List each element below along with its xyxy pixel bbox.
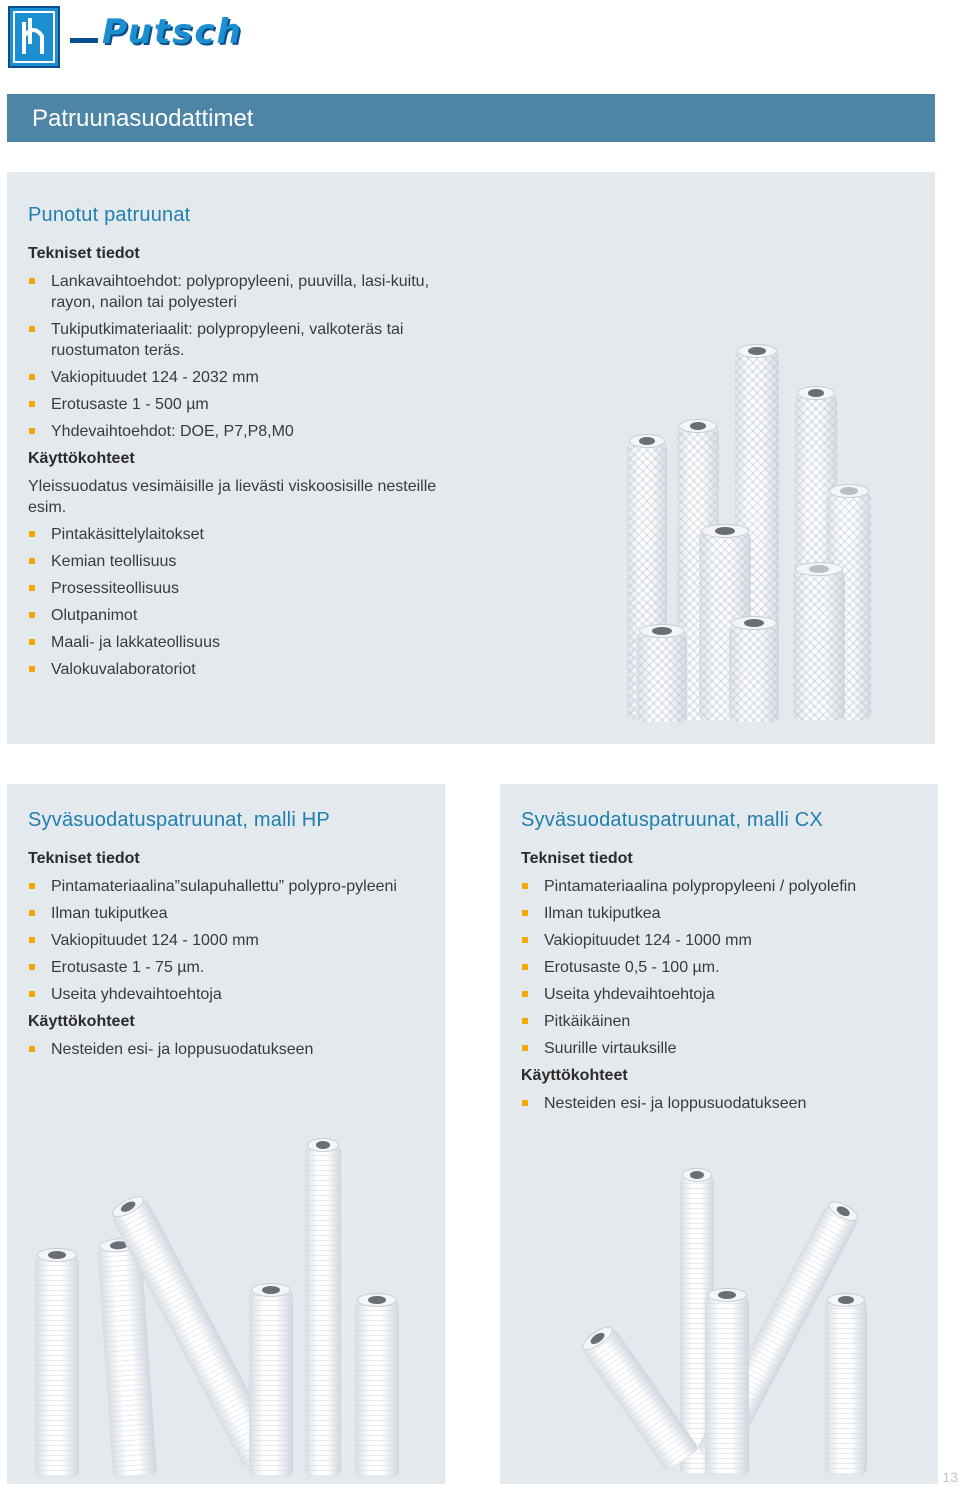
- cartridge: [35, 1254, 79, 1476]
- list-item: [521, 1038, 921, 1059]
- use-heading-cx: Käyttökohteet: [521, 1067, 628, 1084]
- list-item: [28, 632, 448, 653]
- list-item: [521, 984, 921, 1005]
- list-item-text: Erotusaste 1 - 75 µm.: [51, 959, 205, 976]
- bullet-icon: [522, 910, 528, 916]
- hp-content: [28, 809, 408, 1068]
- list-item-text: Tukiputkimateriaalit: polypropyleeni, valkoteräs tai ruostumaton teräs.: [51, 321, 404, 359]
- list-item-text: Pintamateriaalina polypropyleeni / polyolefin: [544, 878, 857, 895]
- list-item: [28, 605, 448, 626]
- list-item-text: Vakiopituudet 124 - 1000 mm: [544, 932, 752, 949]
- list-item: [28, 578, 448, 599]
- bullet-icon: [29, 937, 35, 943]
- list-item-text: Prosessiteollisuus: [51, 580, 180, 597]
- use-list-hp: [28, 1039, 408, 1060]
- list-item-text: Nesteiden esi- ja loppusuodatukseen: [51, 1041, 314, 1058]
- page-title: Patruunasuodattimet: [32, 105, 254, 132]
- list-item: [521, 957, 921, 978]
- list-item-text: Lankavaihtoehdot: polypropyleeni, puuvilla, lasi-kuitu, rayon, nailon tai polyesteri: [51, 273, 430, 311]
- list-item: [28, 421, 448, 442]
- list-item: [521, 1093, 921, 1114]
- cartridge: [249, 1289, 293, 1476]
- tech-list-cx: [521, 876, 921, 1059]
- cx-cartridges-image: [580, 1174, 920, 1479]
- bullet-icon: [522, 883, 528, 889]
- tech-list-punotut: [28, 271, 448, 442]
- panel-cx: [500, 784, 938, 1484]
- cartridge: [705, 1294, 749, 1474]
- list-item-text: Nesteiden esi- ja loppusuodatukseen: [544, 1095, 807, 1112]
- list-item: [28, 524, 448, 545]
- bullet-icon: [29, 531, 35, 537]
- list-item-text: Valokuvalaboratoriot: [51, 661, 196, 678]
- bullet-icon: [522, 937, 528, 943]
- list-item-text: Yhdevaihtoehdot: DOE, P7,P8,M0: [51, 423, 294, 440]
- use-intro-punotut: Yleissuodatus vesimäisille ja lievästi viskoosisille nesteille esim.: [28, 478, 437, 516]
- punotut-content: [28, 204, 448, 688]
- bullet-icon: [29, 910, 35, 916]
- list-item-text: Ilman tukiputkea: [544, 905, 661, 922]
- section-heading-hp: Syväsuodatuspatruunat, malli HP: [28, 809, 330, 831]
- bullet-icon: [29, 428, 35, 434]
- bullet-icon: [29, 585, 35, 591]
- list-item: [28, 271, 448, 313]
- tech-heading-cx: Tekniset tiedot: [521, 850, 633, 867]
- cx-content: [521, 809, 921, 1122]
- use-heading-hp: Käyttökohteet: [28, 1013, 135, 1030]
- bullet-icon: [29, 964, 35, 970]
- list-item: [28, 551, 448, 572]
- list-item-text: Maali- ja lakkateollisuus: [51, 634, 220, 651]
- list-item: [28, 659, 448, 680]
- list-item: [521, 876, 921, 897]
- title-band: [7, 94, 935, 142]
- list-item-text: Suurille virtauksille: [544, 1040, 677, 1057]
- wound-cartridges-image: [607, 340, 907, 722]
- list-item-text: Vakiopituudet 124 - 2032 mm: [51, 369, 259, 386]
- list-item: [521, 930, 921, 951]
- list-item-text: Erotusaste 1 - 500 µm: [51, 396, 209, 413]
- panel-hp: [7, 784, 445, 1484]
- list-item-text: Pintamateriaalina”sulapuhallettu” polypro-pyleeni: [51, 878, 397, 895]
- section-heading-punotut: Punotut patruunat: [28, 204, 191, 226]
- cartridge: [355, 1299, 399, 1476]
- list-item: [28, 903, 408, 924]
- logo-dash: [70, 38, 98, 43]
- bullet-icon: [522, 1100, 528, 1106]
- bullet-icon: [29, 558, 35, 564]
- list-item: [28, 394, 448, 415]
- tech-heading-hp: Tekniset tiedot: [28, 850, 140, 867]
- cartridge: [637, 630, 687, 722]
- list-item: [28, 367, 448, 388]
- list-item-text: Olutpanimot: [51, 607, 138, 624]
- list-item-text: Erotusaste 0,5 - 100 µm.: [544, 959, 720, 976]
- bullet-icon: [29, 883, 35, 889]
- bullet-icon: [29, 401, 35, 407]
- list-item: [28, 319, 448, 361]
- list-item: [28, 1039, 408, 1060]
- section-heading-cx: Syväsuodatuspatruunat, malli CX: [521, 809, 823, 831]
- bullet-icon: [29, 1046, 35, 1052]
- logo-wordmark: Putsch: [102, 12, 243, 52]
- cartridge: [729, 622, 779, 722]
- list-item: [28, 930, 408, 951]
- list-item: [521, 903, 921, 924]
- list-item: [28, 876, 408, 897]
- cartridge: [793, 568, 845, 720]
- bullet-icon: [29, 326, 35, 332]
- cartridge: [305, 1144, 341, 1476]
- bullet-icon: [29, 612, 35, 618]
- brand-logo: [8, 6, 328, 70]
- list-item: [28, 957, 408, 978]
- list-item-text: Pintakäsittelylaitokset: [51, 526, 204, 543]
- bullet-icon: [29, 991, 35, 997]
- list-item-text: Useita yhdevaihtoehtoja: [544, 986, 715, 1003]
- bullet-icon: [522, 1045, 528, 1051]
- bullet-icon: [29, 278, 35, 284]
- tech-list-hp: [28, 876, 408, 1005]
- list-item-text: Ilman tukiputkea: [51, 905, 168, 922]
- list-item: [521, 1011, 921, 1032]
- bullet-icon: [29, 666, 35, 672]
- logo-mark: [8, 6, 60, 68]
- bullet-icon: [29, 639, 35, 645]
- bullet-icon: [522, 964, 528, 970]
- hp-cartridges-image: [25, 1139, 425, 1479]
- tech-heading-punotut: Tekniset tiedot: [28, 245, 140, 262]
- bullet-icon: [522, 1018, 528, 1024]
- list-item: [28, 984, 408, 1005]
- list-item-text: Kemian teollisuus: [51, 553, 177, 570]
- cartridge: [825, 1299, 867, 1474]
- list-item-text: Pitkäikäinen: [544, 1013, 631, 1030]
- bullet-icon: [29, 374, 35, 380]
- list-item-text: Useita yhdevaihtoehtoja: [51, 986, 222, 1003]
- panel-punotut: [7, 172, 935, 744]
- page-number: 13: [942, 1469, 958, 1485]
- bullet-icon: [522, 991, 528, 997]
- use-list-punotut: [28, 524, 448, 680]
- list-item-text: Vakiopituudet 124 - 1000 mm: [51, 932, 259, 949]
- use-list-cx: [521, 1093, 921, 1114]
- use-heading-punotut: Käyttökohteet: [28, 450, 135, 467]
